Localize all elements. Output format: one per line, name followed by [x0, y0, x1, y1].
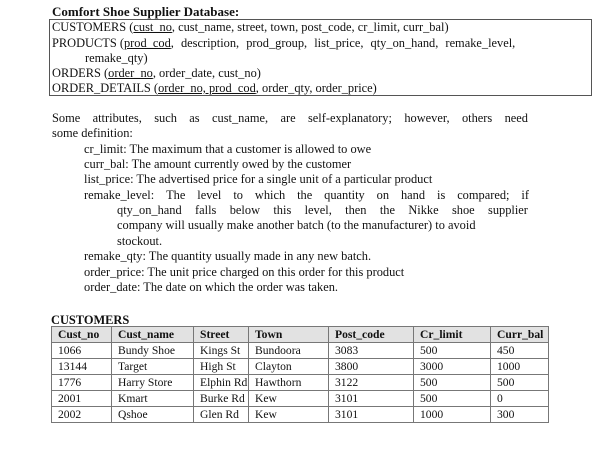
word: The [166, 188, 186, 202]
table-cell: Bundy Shoe [112, 343, 194, 359]
definition-order-price: order_price: The unit price charged on this order for this product [84, 265, 405, 279]
table-cell: 1000 [491, 359, 549, 375]
word: to [233, 188, 243, 202]
word: this [273, 203, 292, 217]
table-cell: 2001 [52, 391, 112, 407]
word: on [376, 188, 390, 202]
table-cell: 450 [491, 343, 549, 359]
word: remake_level: [84, 188, 155, 202]
word: qty_on_hand [117, 203, 182, 217]
word: which [254, 188, 286, 202]
word: the [297, 188, 313, 202]
word: shoe [451, 203, 475, 217]
word: compared; [457, 188, 510, 202]
customers-table [51, 326, 549, 423]
table-cell: 500 [414, 391, 491, 407]
word: need [504, 111, 528, 125]
word: hand [400, 188, 426, 202]
table-cell: 1066 [52, 343, 112, 359]
word: however, [404, 111, 450, 125]
column-header: Street [194, 327, 249, 343]
table-cell: Bundoora [249, 343, 329, 359]
schema-order-details: ORDER_DETAILS (order_no, prod_cod, order_qty, order_price) [52, 81, 377, 95]
word: attributes, [92, 111, 142, 125]
word: such [154, 111, 177, 125]
table-cell: 500 [414, 375, 491, 391]
table-cell: Clayton [249, 359, 329, 375]
word: level, [304, 203, 332, 217]
definition-curr-bal: curr_bal: The amount currently owed by the customer [84, 157, 352, 171]
table-cell: 3083 [329, 343, 414, 359]
word: cust_name, [212, 111, 269, 125]
table-cell: 3800 [329, 359, 414, 375]
column-header: Cr_limit [414, 327, 491, 343]
word: if [521, 188, 529, 202]
table-row [52, 391, 549, 407]
table-cell: Target [112, 359, 194, 375]
definition-remake-qty: remake_qty: The quantity usually made in any new batch. [84, 249, 372, 263]
column-header: Cust_name [112, 327, 194, 343]
column-header: Cust_no [52, 327, 112, 343]
schema-customers: CUSTOMERS (cust_no, cust_name, street, town, post_code, cr_limit, curr_bal) [52, 20, 449, 34]
word: Nikke [408, 203, 439, 217]
definition-remake-level-line-4: stockout. [117, 234, 163, 248]
word: quantity [324, 188, 365, 202]
word: falls [195, 203, 217, 217]
table-cell: Kings St [194, 343, 249, 359]
table-cell: Kew [249, 391, 329, 407]
table-row [52, 359, 549, 375]
table-cell: Kmart [112, 391, 194, 407]
schema-orders: ORDERS (order_no, order_date, cust_no) [52, 66, 261, 80]
word: is [437, 188, 446, 202]
definition-cr-limit: cr_limit: The maximum that a customer is allowed to owe [84, 142, 372, 156]
table-cell: 3000 [414, 359, 491, 375]
table-cell: High St [194, 359, 249, 375]
word: others [461, 111, 493, 125]
table-cell: 3122 [329, 375, 414, 391]
intro-line-1 [52, 111, 528, 126]
word: the [379, 203, 395, 217]
column-header: Post_code [329, 327, 414, 343]
table-cell: 500 [414, 343, 491, 359]
table-cell: Elphin Rd [194, 375, 249, 391]
table-cell: Harry Store [112, 375, 194, 391]
schema-products-continued: remake_qty) [85, 51, 148, 65]
word: then [345, 203, 367, 217]
definition-list-price: list_price: The advertised price for a single unit of a particular product [84, 172, 433, 186]
table-cell: 3101 [329, 407, 414, 423]
table-cell: Hawthorn [249, 375, 329, 391]
definition-order-date: order_date: The date on which the order was taken. [84, 280, 339, 294]
word: self-explanatory; [307, 111, 392, 125]
table-row [52, 375, 549, 391]
table-cell: 1000 [414, 407, 491, 423]
document-title: Comfort Shoe Supplier Database: [52, 4, 240, 19]
table-cell: 300 [491, 407, 549, 423]
column-header: Curr_bal [491, 327, 549, 343]
table-row [52, 407, 549, 423]
intro-line-2: some definition: [52, 126, 133, 140]
customers-table-title: CUSTOMERS [51, 313, 130, 327]
table-cell: 1776 [52, 375, 112, 391]
word: are [280, 111, 296, 125]
definition-remake-level-line-2 [117, 203, 528, 218]
table-cell: 500 [491, 375, 549, 391]
table-cell: Kew [249, 407, 329, 423]
table-cell: Glen Rd [194, 407, 249, 423]
definition-remake-level-line-3: company will usually make another batch (to the manufacturer) to avoid [117, 218, 476, 232]
table-cell: 0 [491, 391, 549, 407]
schema-products: PRODUCTS (prod_cod, description, prod_group, list_price, qty_on_hand, remake_level, [52, 36, 516, 50]
table-cell: Burke Rd [194, 391, 249, 407]
word: level [197, 188, 222, 202]
table-cell: Qshoe [112, 407, 194, 423]
word: Some [52, 111, 81, 125]
word: supplier [488, 203, 528, 217]
word: below [229, 203, 261, 217]
column-header: Town [249, 327, 329, 343]
word: as [189, 111, 200, 125]
table-cell: 13144 [52, 359, 112, 375]
table-cell: 3101 [329, 391, 414, 407]
table-row [52, 343, 549, 359]
definition-remake-level [84, 188, 529, 203]
table-cell: 2002 [52, 407, 112, 423]
customers-header-row [52, 327, 549, 343]
